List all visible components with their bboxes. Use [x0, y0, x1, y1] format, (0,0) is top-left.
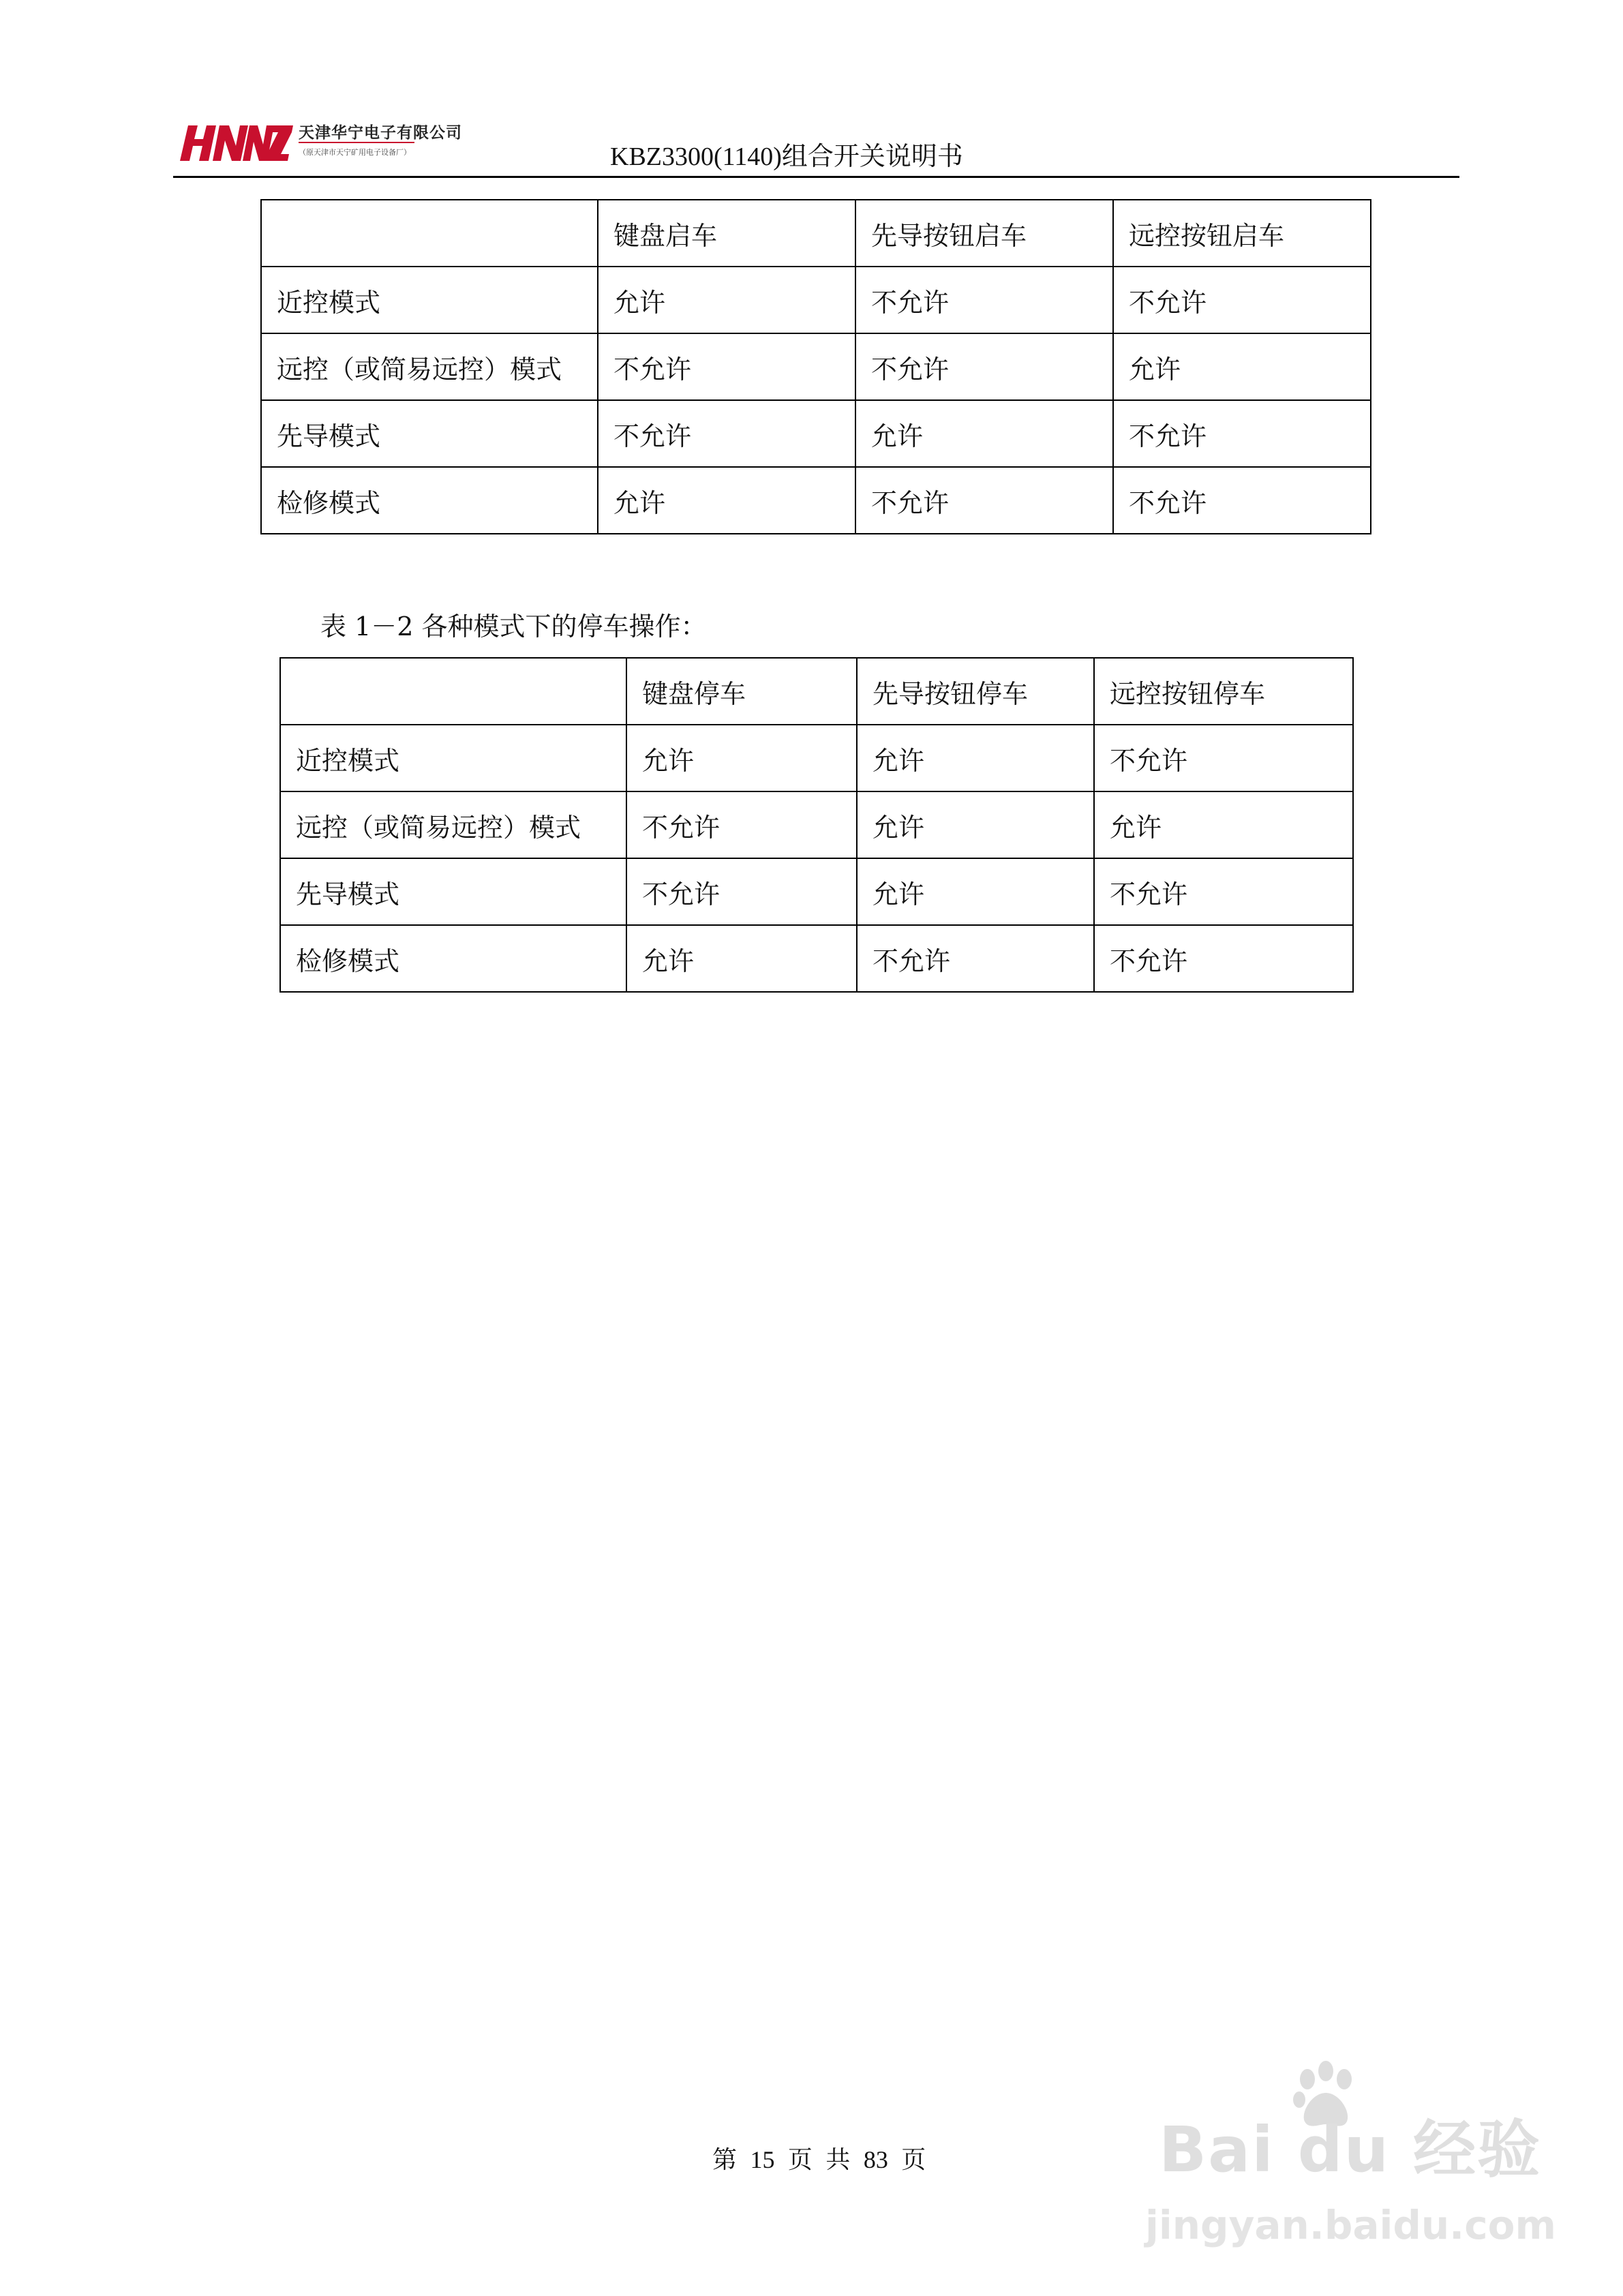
table-header-row	[280, 658, 1353, 725]
table-header-cell: 先导按钮停车	[857, 658, 1094, 725]
page-footer	[712, 2141, 926, 2175]
table-cell: 不允许	[1113, 467, 1371, 534]
table-row	[261, 400, 1371, 467]
footer-suffix: 页	[901, 2146, 926, 2174]
logo-underline	[299, 142, 414, 143]
company-logo	[179, 116, 462, 170]
row-label-cell: 先导模式	[280, 858, 626, 925]
table-row	[280, 858, 1353, 925]
footer-mid: 页 共	[787, 2146, 851, 2174]
row-label-cell: 先导模式	[261, 400, 598, 467]
table-cell: 不允许	[1094, 725, 1353, 791]
watermark-brand: Bai du 经验	[1159, 2113, 1542, 2186]
table-cell: 允许	[626, 925, 857, 992]
table-header-cell	[261, 200, 598, 267]
table-caption: 表 1－2 各种模式下的停车操作：	[320, 611, 707, 641]
total-pages: 83	[863, 2146, 888, 2173]
document-title: KBZ3300(1140)组合开关说明书	[610, 142, 963, 171]
table-row	[280, 791, 1353, 858]
company-name: 天津华宁电子有限公司	[299, 124, 462, 142]
table-header-cell: 远控按钮停车	[1094, 658, 1353, 725]
table-row	[261, 267, 1371, 333]
table-row	[261, 333, 1371, 400]
row-label-cell: 检修模式	[280, 925, 626, 992]
table-cell: 允许	[855, 400, 1113, 467]
table-cell: 不允许	[857, 925, 1094, 992]
hnnz-logo-icon	[179, 121, 293, 165]
table-cell: 不允许	[626, 791, 857, 858]
company-former-name: （原天津市天宁矿用电子设备厂）	[299, 148, 411, 157]
logo-text-block	[299, 120, 462, 157]
row-label-cell: 远控（或简易远控）模式	[261, 333, 598, 400]
table-cell: 允许	[626, 725, 857, 791]
table-header-cell	[280, 658, 626, 725]
table-header-cell: 远控按钮启车	[1113, 200, 1371, 267]
table-header-row	[261, 200, 1371, 267]
table-cell: 允许	[598, 267, 855, 333]
table-cell: 允许	[1094, 791, 1353, 858]
footer-prefix: 第	[712, 2146, 738, 2174]
table-row	[280, 925, 1353, 992]
watermark-url: jingyan.baidu.com	[1145, 2202, 1556, 2248]
row-label-cell: 近控模式	[280, 725, 626, 791]
page-number: 15	[750, 2146, 775, 2173]
table-cell: 允许	[857, 791, 1094, 858]
table-cell: 不允许	[598, 333, 855, 400]
table-cell: 不允许	[626, 858, 857, 925]
table-cell: 允许	[598, 467, 855, 534]
table-cell: 不允许	[855, 333, 1113, 400]
table-cell: 允许	[1113, 333, 1371, 400]
table-header-cell: 键盘启车	[598, 200, 855, 267]
table-cell: 允许	[857, 858, 1094, 925]
table-cell: 不允许	[855, 267, 1113, 333]
stop-operations-table	[279, 657, 1354, 993]
table-header-cell: 先导按钮启车	[855, 200, 1113, 267]
table-cell: 不允许	[1113, 267, 1371, 333]
table-row	[261, 467, 1371, 534]
table-cell: 不允许	[1094, 858, 1353, 925]
header-divider	[173, 176, 1459, 178]
baidu-watermark	[1118, 2059, 1554, 2263]
row-label-cell: 近控模式	[261, 267, 598, 333]
table-cell: 不允许	[1113, 400, 1371, 467]
row-label-cell: 远控（或简易远控）模式	[280, 791, 626, 858]
table-row	[280, 725, 1353, 791]
table-cell: 允许	[857, 725, 1094, 791]
table-cell: 不允许	[855, 467, 1113, 534]
row-label-cell: 检修模式	[261, 467, 598, 534]
table-cell: 不允许	[598, 400, 855, 467]
start-operations-table	[260, 199, 1371, 534]
table-header-cell: 键盘停车	[626, 658, 857, 725]
table-cell: 不允许	[1094, 925, 1353, 992]
